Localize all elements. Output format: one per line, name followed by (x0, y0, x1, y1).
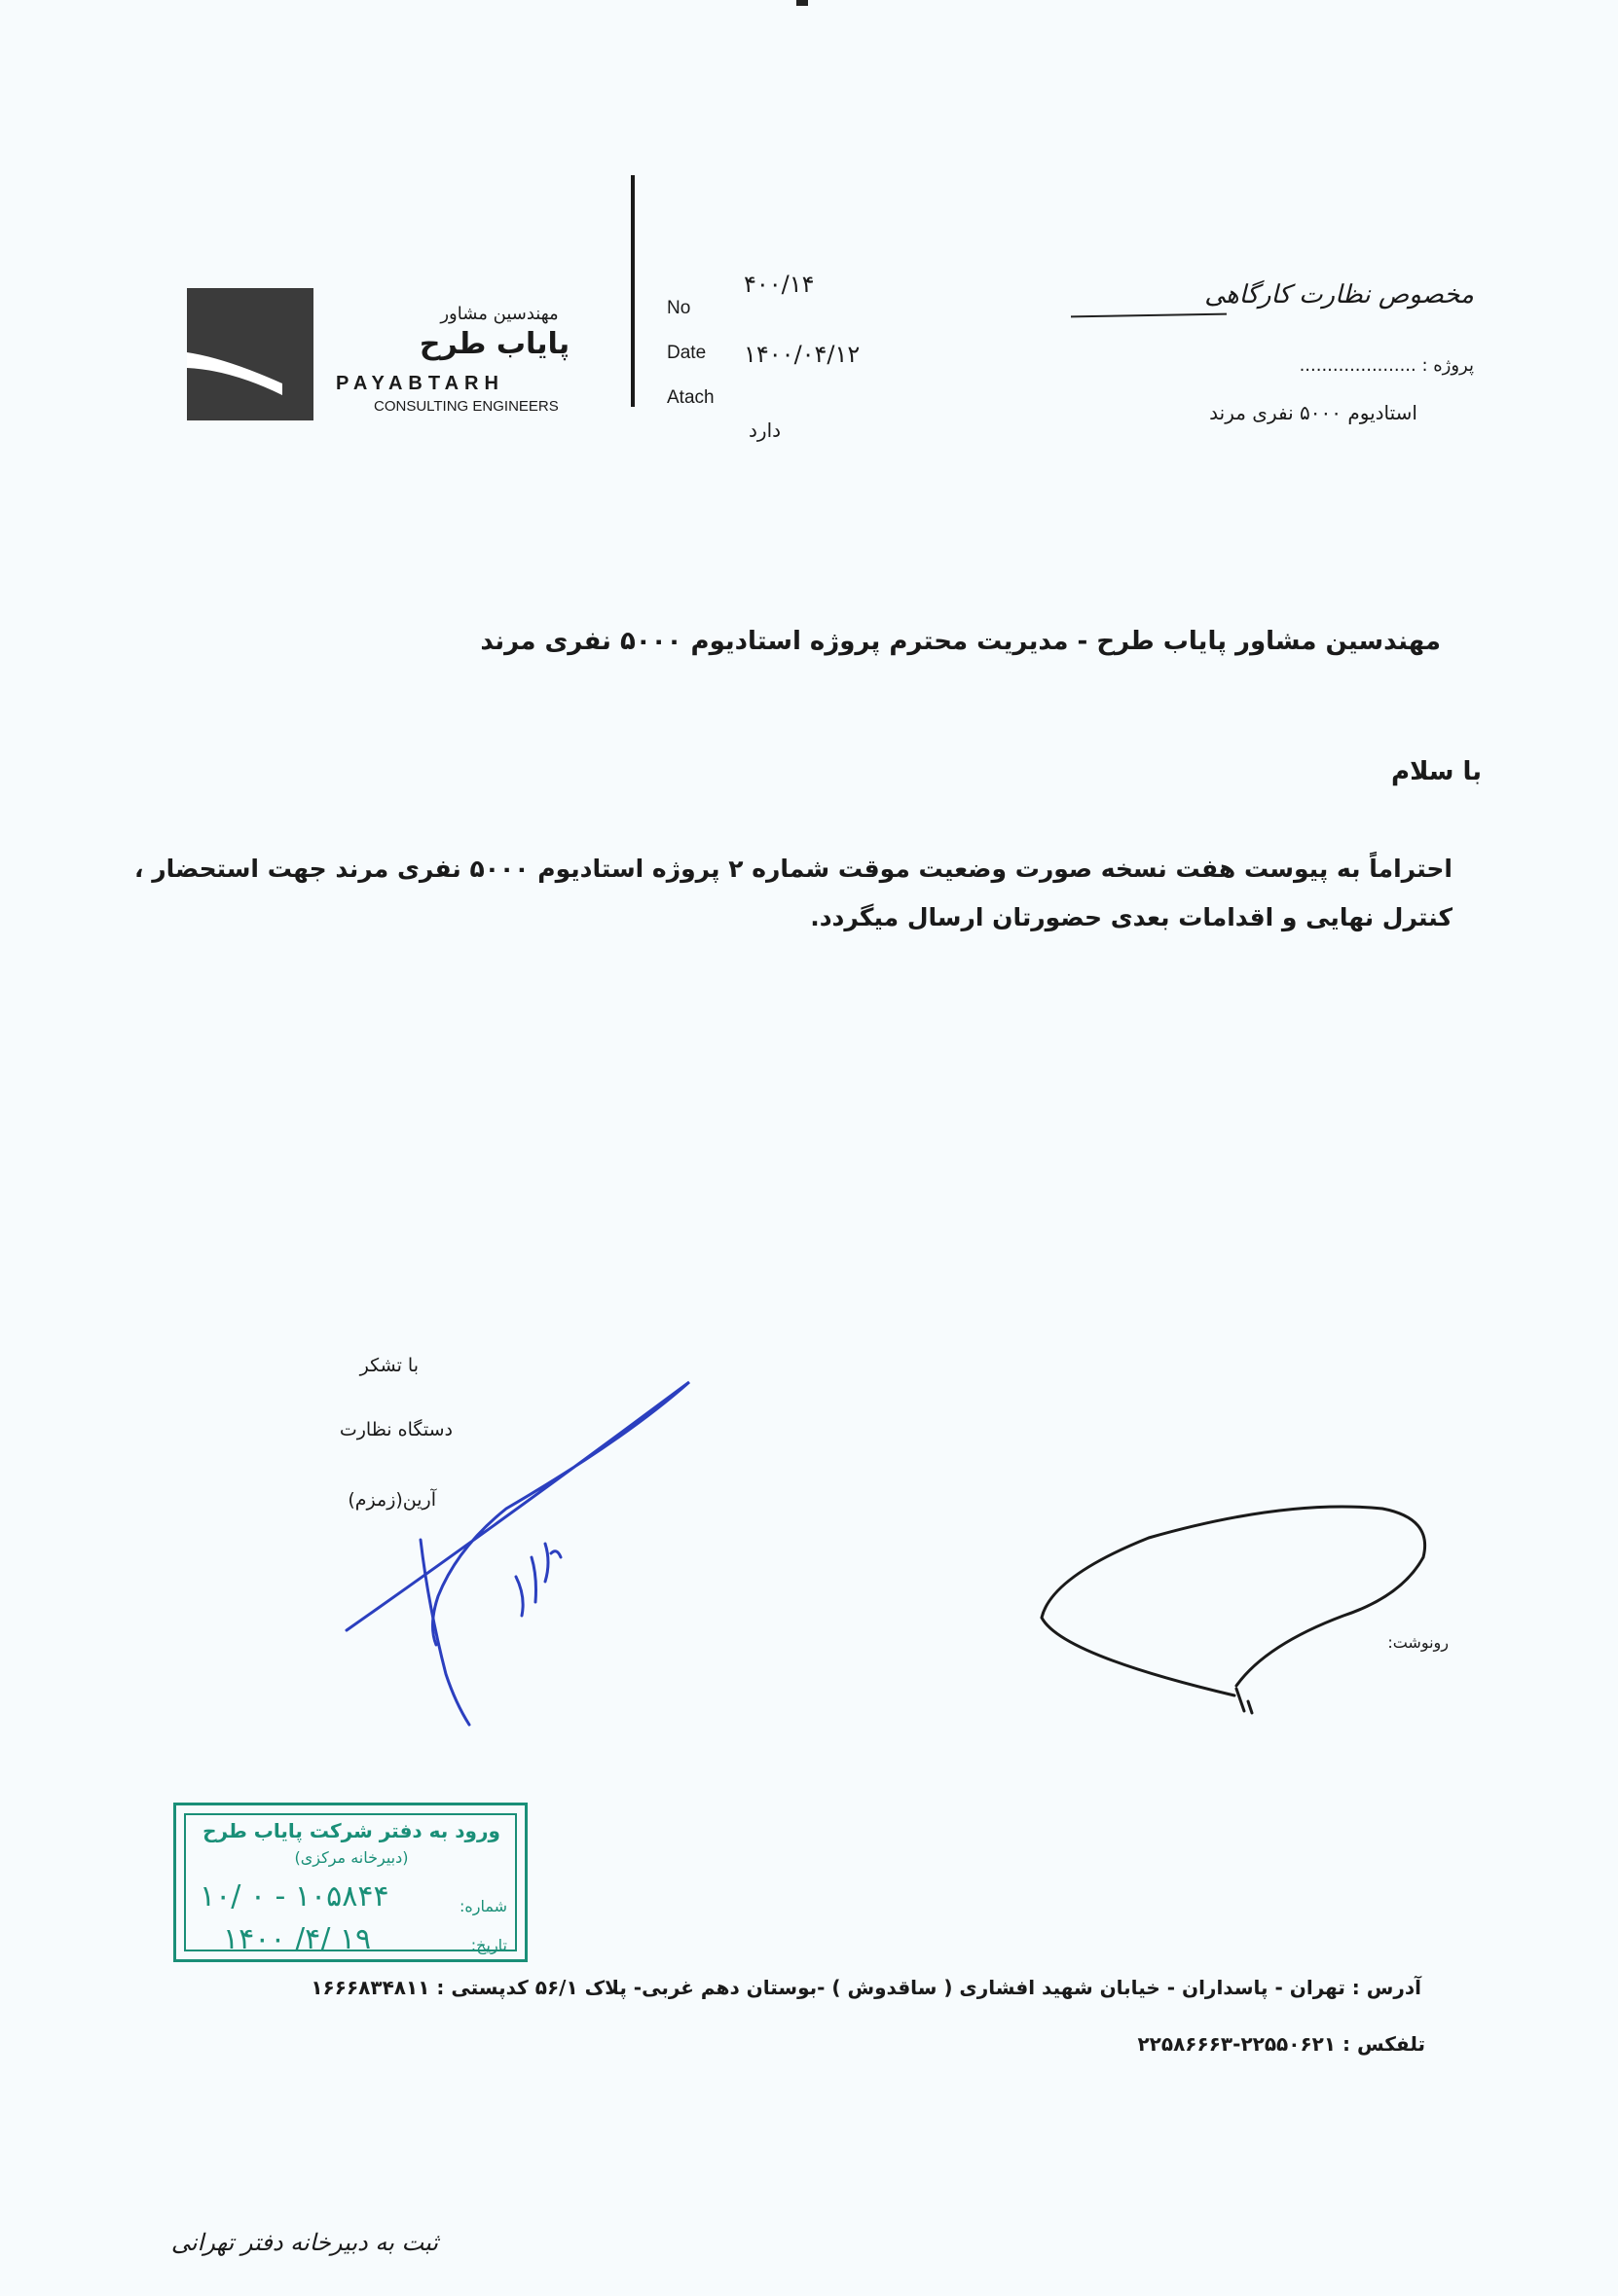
company-name-fa: پایاب طرح (419, 327, 570, 361)
stamp-date-label: تاریخ: (470, 1936, 507, 1954)
closing-signer: آرین(زمزم) (348, 1489, 436, 1511)
greeting: با سلام (1391, 757, 1482, 786)
company-tagline-en: CONSULTING ENGINEERS (374, 398, 559, 415)
stamp-subtitle: (دبیرخانه مرکزی) (294, 1848, 409, 1867)
company-phone: تلفکس : ۲۲۵۵۰۶۲۱-۲۲۵۸۶۶۶۳ (1137, 2032, 1425, 2056)
recipient-line: مهندسین مشاور پایاب طرح - مدیریت محترم پروژه استادیوم ۵۰۰۰ نفری مرند (480, 627, 1441, 656)
company-address: آدرس : تهران - پاسداران - خیابان شهید افشاری ( ساقدوش ) -بوستان دهم غربی- پلاک ۵۶/۱ کدپستی : ۱۶۶۶۸۳۴۸۱۱ (311, 1976, 1421, 1999)
stamp-title: ورود به دفتر شرکت پایاب طرح (202, 1819, 500, 1842)
receipt-stamp (173, 1803, 528, 1962)
attachment-label: Atach (667, 387, 715, 408)
confidential-heading: مخصوص نظارت کارگاهی (1204, 280, 1474, 310)
number-label: No (667, 298, 691, 318)
stamp-number: ۱۰/ ۰ - ۱۰۵۸۴۴ (200, 1879, 389, 1913)
date-label: Date (667, 343, 707, 363)
company-name-fa-small: مهندسین مشاور (440, 304, 559, 324)
company-name-en: PAYABTARH (336, 373, 504, 394)
letter-body-line2: کنترل نهایی و اقدامات بعدی حضورتان ارسال میگردد. (810, 903, 1453, 931)
closing-thanks: با تشکر (359, 1355, 419, 1376)
letter-body-line1: احتراماً به پیوست هفت نسخه صورت وضعیت موقت شماره ۲ پروژه استادیوم ۵۰۰۰ نفری مرند جهت استحضار ، (134, 855, 1453, 883)
stamp-number-label: شماره: (459, 1897, 507, 1915)
closing-office: دستگاه نظارت (339, 1419, 453, 1440)
signature-copy (1042, 1507, 1425, 1713)
stamp-date: ۱۴۰۰ /۴/ ۱۹ (223, 1922, 372, 1956)
project-name: استادیوم ۵۰۰۰ نفری مرند (1209, 401, 1417, 424)
handwritten-note: ثبت به دبیرخانه دفتر تهرانی (170, 2229, 438, 2256)
letter-number: ۴۰۰/۱۴ (744, 271, 815, 298)
project-label: پروژه : ..................... (1299, 355, 1474, 376)
letter-date: ۱۴۰۰/۰۴/۱۲ (744, 341, 861, 368)
copies-label: رونوشت: (1387, 1633, 1449, 1652)
signature-supervisor (347, 1382, 689, 1725)
stamp-inner-border (184, 1813, 517, 1956)
attachment-value: دارد (749, 419, 782, 442)
